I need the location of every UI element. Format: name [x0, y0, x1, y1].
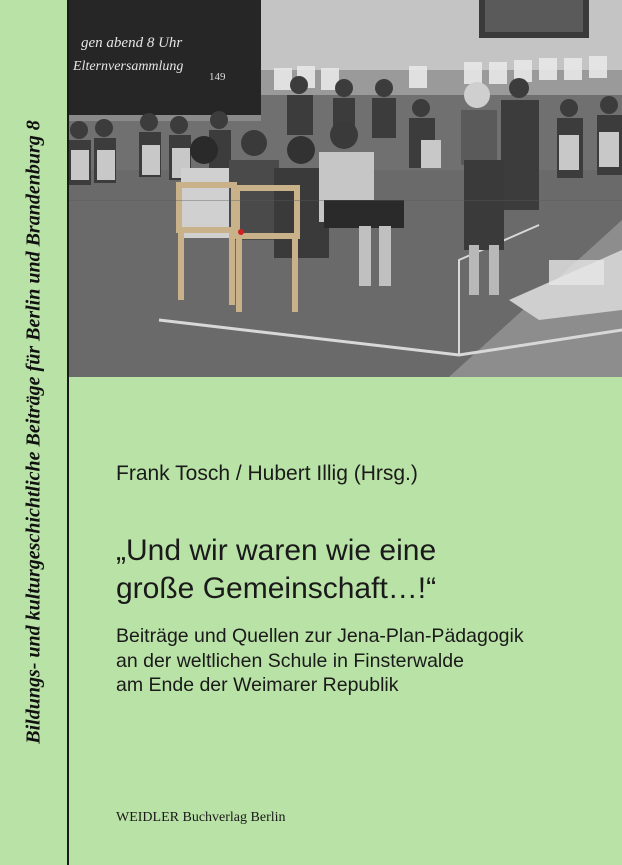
title-line-2: große Gemeinschaft…!“ [116, 572, 437, 605]
subtitle-line-2: an der weltlichen Schule in Finsterwalde [116, 649, 464, 672]
publisher: WEIDLER Buchverlag Berlin [116, 810, 286, 825]
blackboard-text-2: Elternversammlung [73, 59, 184, 74]
subtitle-line-1: Beiträge und Quellen zur Jena-Plan-Pädagogik [116, 625, 524, 647]
authors: Frank Tosch / Hubert Illig (Hrsg.) [116, 462, 418, 485]
series-title: Bildungs- und kulturgeschichtliche Beiträge für Berlin und Brandenburg 8 [22, 120, 45, 744]
book-subtitle [116, 624, 616, 698]
title-line-1: „Und wir waren wie eine [116, 534, 437, 567]
blackboard-numbers: 149 [209, 71, 226, 83]
blackboard-text-1: gen abend 8 Uhr [81, 35, 183, 51]
book-title [116, 532, 596, 608]
subtitle-line-3: am Ende der Weimarer Republik [116, 674, 399, 696]
cover-photo [69, 0, 622, 377]
